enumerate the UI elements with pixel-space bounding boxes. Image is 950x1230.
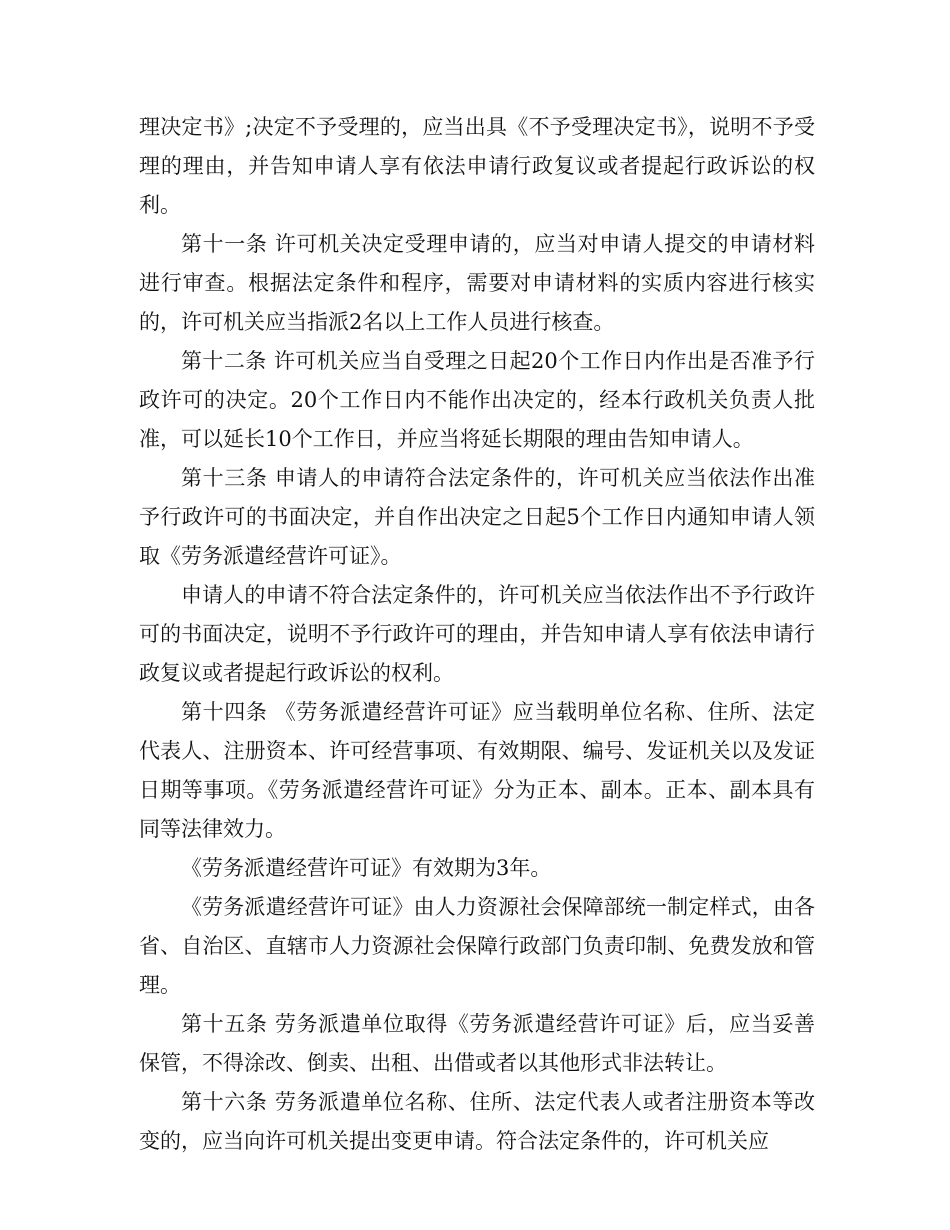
paragraph-article-13-clause-2: 申请人的申请不符合法定条件的，许可机关应当依法作出不予行政许可的书面决定，说明不予行政许可的理由，并告知申请人享有依法申请行政复议或者提起行政诉讼的权利。 [139, 583, 815, 685]
document-body [139, 108, 815, 1161]
paragraph-continuation: 理决定书》;决定不予受理的，应当出具《不予受理决定书》，说明不予受理的理由，并告知申请人享有依法申请行政复议或者提起行政诉讼的权利。 [139, 115, 815, 217]
paragraph-article-16: 第十六条 劳务派遣单位名称、住所、法定代表人或者注册资本等改变的，应当向许可机关提出变更申请。符合法定条件的，许可机关应 [139, 1090, 815, 1153]
paragraph-article-14-clause-2: 《劳务派遣经营许可证》有效期为3年。 [181, 856, 552, 880]
paragraph-article-14-clause-3: 《劳务派遣经营许可证》由人力资源社会保障部统一制定样式，由各省、自治区、直辖市人力资源社会保障行政部门负责印制、免费发放和管理。 [139, 895, 815, 997]
paragraph-article-11: 第十一条 许可机关决定受理申请的，应当对申请人提交的申请材料进行审查。根据法定条件和程序，需要对申请材料的实质内容进行核实的，许可机关应当指派2名以上工作人员进行核查。 [139, 232, 815, 334]
paragraph-article-13: 第十三条 申请人的申请符合法定条件的，许可机关应当依法作出准予行政许可的书面决定，并自作出决定之日起5个工作日内通知申请人领取《劳务派遣经营许可证》。 [139, 466, 815, 568]
paragraph-article-12: 第十二条 许可机关应当自受理之日起20个工作日内作出是否准予行政许可的决定。20个工作日内不能作出决定的，经本行政机关负责人批准，可以延长10个工作日，并应当将延长期限的理由告知申请人。 [139, 349, 815, 451]
paragraph-article-15: 第十五条 劳务派遣单位取得《劳务派遣经营许可证》后，应当妥善保管，不得涂改、倒卖、出租、出借或者以其他形式非法转让。 [139, 1012, 815, 1075]
paragraph-article-14: 第十四条 《劳务派遣经营许可证》应当载明单位名称、住所、法定代表人、注册资本、许可经营事项、有效期限、编号、发证机关以及发证日期等事项。《劳务派遣经营许可证》分为正本、副本。正本、副本具有同等法律效力。 [139, 700, 815, 841]
